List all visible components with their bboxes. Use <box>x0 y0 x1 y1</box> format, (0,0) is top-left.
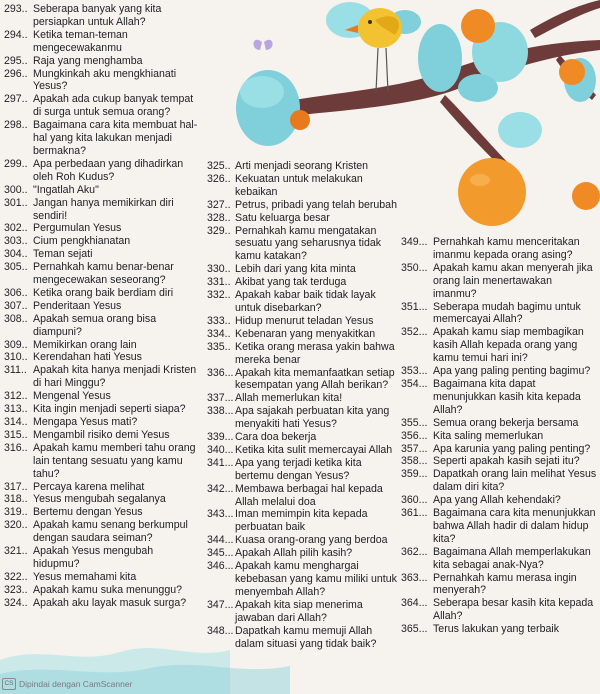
topic-item <box>207 508 397 534</box>
topic-number: 299.. <box>4 157 28 170</box>
topic-number: 301.. <box>4 196 28 209</box>
topic-title: Kita saling memerlukan <box>433 429 544 442</box>
topic-title: Bagaimana kita dapat menunjukkan kasih kita kepada Allah? <box>433 377 581 416</box>
topic-number: 332.. <box>207 289 231 302</box>
topic-item <box>207 315 397 328</box>
topic-title: Hidup menurut teladan Yesus <box>235 314 374 327</box>
topic-title: Seberapa mudah bagimu untuk memercayai Allah? <box>433 300 581 326</box>
topic-title: Yesus mengubah segalanya <box>33 493 166 506</box>
topic-item <box>401 468 597 494</box>
topic-item <box>4 197 200 223</box>
topic-number: 345... <box>207 547 234 560</box>
topic-item <box>401 378 597 417</box>
topic-number: 310.. <box>4 351 28 364</box>
topic-title: Petrus, pribadi yang telah berubah <box>235 198 397 211</box>
topic-item <box>4 55 200 68</box>
topic-title: Kita ingin menjadi seperti siapa? <box>33 403 186 416</box>
topic-number: 343... <box>207 508 234 521</box>
topic-item <box>207 276 397 289</box>
topic-number: 327.. <box>207 198 231 211</box>
topic-title: Cium pengkhianatan <box>33 235 131 248</box>
topic-number: 321.. <box>4 545 28 558</box>
topic-number: 295.. <box>4 54 28 67</box>
topic-title: Ketika orang merasa yakin bahwa mereka benar <box>235 340 395 366</box>
topic-item <box>401 301 597 327</box>
topic-number: 351... <box>401 300 428 313</box>
topic-number: 317.. <box>4 480 28 493</box>
topic-number: 336... <box>207 366 234 379</box>
topic-title: Apa perbedaan yang dihadirkan oleh Roh Kudus? <box>33 157 184 183</box>
topic-title: Pernahkah kamu merasa ingin menyerah? <box>433 571 577 597</box>
topic-title: Kuasa orang-orang yang berdoa <box>235 534 388 547</box>
topic-title: Ketika teman-teman mengecewakanmu <box>33 28 128 54</box>
topic-title: Kekuatan untuk melakukan kebaikan <box>235 172 363 198</box>
topic-item <box>4 3 200 29</box>
orange-highlight <box>470 174 490 186</box>
topic-item <box>207 199 397 212</box>
topic-title: Bagaimana cara kita menunjukkan bahwa Allah hadir di dalam hidup kita? <box>433 507 596 545</box>
topic-title: Kebenaran yang menyakitkan <box>235 327 376 340</box>
topic-title: Apa yang terjadi ketika kita bertemu dengan Yesus? <box>235 456 362 482</box>
topic-number: 358... <box>401 455 428 468</box>
topic-item <box>4 364 200 390</box>
topic-title: Apakah kamu senang berkumpul dengan saudara seiman? <box>33 519 188 545</box>
topic-item <box>207 534 397 547</box>
topic-item <box>207 431 397 444</box>
topic-number: 300.. <box>4 183 28 196</box>
topic-title: Pernahkah kamu menceritakan imanmu kepada orang asing? <box>433 236 580 261</box>
topic-number: 304.. <box>4 248 28 261</box>
topic-item <box>401 546 597 572</box>
topic-title: Membawa berbagai hal kepada Allah melalui doa <box>235 482 383 508</box>
topic-title: Teman sejati <box>33 248 93 261</box>
topic-title: Akibat yang tak terduga <box>235 276 347 289</box>
topic-item <box>401 494 597 507</box>
topic-item <box>4 119 200 158</box>
topic-number: 349... <box>401 236 428 248</box>
topic-item <box>4 261 200 287</box>
topic-title: Apakah kamu suka menunggu? <box>33 583 183 596</box>
topic-number: 320.. <box>4 519 28 532</box>
topic-number: 297.. <box>4 93 28 106</box>
topic-title: Apakah kamu siap membagikan kasih Allah kepada orang yang kamu temui hari ini? <box>433 326 584 365</box>
topic-item <box>207 405 397 431</box>
topic-number: 303.. <box>4 235 28 248</box>
topic-item <box>4 545 200 571</box>
topic-number: 329.. <box>207 224 231 237</box>
topic-item <box>207 173 397 199</box>
topic-item <box>207 599 397 625</box>
topic-title: Bagaimana cara kita membuat hal-hal yang kita lakukan menjadi bermakna? <box>33 119 198 157</box>
topic-item <box>207 483 397 509</box>
topic-item <box>207 225 397 264</box>
topic-title: Apakah Allah pilih kasih? <box>235 547 353 560</box>
topic-title: Apakah kamu akan menyerah jika orang lain menertawakan imanmu? <box>433 261 593 300</box>
topic-item <box>207 444 397 457</box>
topic-number: 357... <box>401 442 428 455</box>
topic-item <box>401 365 597 378</box>
topic-title: Mengenal Yesus <box>33 390 111 403</box>
topic-number: 338... <box>207 405 234 418</box>
topic-item <box>4 416 200 429</box>
topic-item <box>401 572 597 598</box>
topic-number: 307.. <box>4 299 28 312</box>
topic-title: Apakah kita memanfaatkan setiap kesempatan yang Allah berikan? <box>235 366 395 392</box>
topic-number: 322.. <box>4 570 28 583</box>
leaf <box>458 74 498 102</box>
topic-item <box>4 313 200 339</box>
topic-item <box>401 597 597 623</box>
topic-number: 335.. <box>207 340 231 353</box>
topic-column-1 <box>4 3 200 610</box>
topic-title: Kerendahan hati Yesus <box>33 351 142 364</box>
topic-item <box>207 328 397 341</box>
topic-item <box>4 93 200 119</box>
topic-column-2 <box>207 160 397 650</box>
topic-number: 364... <box>401 597 428 610</box>
topic-number: 328.. <box>207 211 231 224</box>
topic-item <box>207 625 397 651</box>
topic-number: 339... <box>207 431 234 444</box>
topic-item <box>207 457 397 483</box>
topic-item <box>4 222 200 235</box>
topic-title: Apakah semua orang bisa diampuni? <box>33 312 157 338</box>
topic-title: Bertemu dengan Yesus <box>33 506 143 519</box>
topic-number: 340... <box>207 443 234 456</box>
topic-number: 347... <box>207 598 234 611</box>
topic-number: 365... <box>401 623 428 636</box>
topic-title: Apa yang Allah kehendaki? <box>433 494 561 507</box>
topic-item <box>401 236 597 262</box>
topic-title: Penderitaan Yesus <box>33 299 122 312</box>
topic-title: Cara doa bekerja <box>235 431 317 444</box>
topic-item <box>401 443 597 456</box>
topic-title: Seberapa banyak yang kita persiapkan untuk Allah? <box>33 3 162 28</box>
topic-title: Memikirkan orang lain <box>33 338 137 351</box>
topic-item <box>207 367 397 393</box>
topic-title: Dapatkah orang lain melihat Yesus dalam diri kita? <box>433 468 597 494</box>
topic-item <box>4 571 200 584</box>
topic-number: 296.. <box>4 67 28 80</box>
topic-number: 331.. <box>207 276 231 289</box>
leaf <box>498 112 542 148</box>
topic-number: 319.. <box>4 506 28 519</box>
topic-number: 316.. <box>4 441 28 454</box>
orange-fruit <box>461 9 495 43</box>
topic-item <box>4 351 200 364</box>
scanner-text: Dipindai dengan CamScanner <box>19 679 133 689</box>
topic-number: 344... <box>207 534 234 547</box>
topic-number: 330.. <box>207 263 231 276</box>
topic-number: 298.. <box>4 119 28 132</box>
topic-number: 334.. <box>207 327 231 340</box>
topic-title: Seberapa besar kasih kita kepada Allah? <box>433 597 594 623</box>
topic-title: Apakah kabar baik tidak layak untuk disebarkan? <box>235 289 376 314</box>
topic-item <box>4 403 200 416</box>
topic-title: Iman memimpin kita kepada perbuatan baik <box>235 508 368 534</box>
topic-item <box>401 417 597 430</box>
topic-item <box>401 455 597 468</box>
topic-number: 354... <box>401 377 428 390</box>
topic-item <box>4 442 200 481</box>
topic-item <box>4 287 200 300</box>
orange-fruit <box>458 158 526 226</box>
topic-item <box>4 235 200 248</box>
topic-item <box>4 339 200 352</box>
topic-item <box>4 300 200 313</box>
topic-title: Ketika kita sulit memercayai Allah <box>235 443 393 456</box>
topic-number: 348... <box>207 624 234 637</box>
topic-title: Apakah kamu memberi tahu orang lain tentang sesuatu yang kamu tahu? <box>33 441 196 480</box>
topic-number: 302.. <box>4 222 28 235</box>
topic-title: Raja yang menghamba <box>33 54 143 67</box>
topic-item <box>4 506 200 519</box>
topic-title: Pernahkah kamu benar-benar mengecewakan seseorang? <box>33 261 174 287</box>
topic-item <box>207 289 397 315</box>
topic-number: 353... <box>401 365 428 378</box>
topic-item <box>401 507 597 546</box>
topic-item <box>4 584 200 597</box>
topic-title: Satu keluarga besar <box>235 211 330 224</box>
topic-number: 360... <box>401 494 428 507</box>
topic-item <box>401 262 597 301</box>
topic-number: 311.. <box>4 364 27 377</box>
topic-item <box>207 160 397 173</box>
topic-number: 294.. <box>4 28 28 41</box>
topic-number: 313.. <box>4 403 28 416</box>
topic-number: 356... <box>401 429 428 442</box>
topic-item <box>4 390 200 403</box>
topic-item <box>401 430 597 443</box>
topic-title: Yesus memahami kita <box>33 570 137 583</box>
orange-fruit <box>572 182 600 210</box>
butterfly-wing <box>264 40 273 50</box>
topic-title: Apakah kita siap menerima jawaban dari Allah? <box>235 598 363 624</box>
orange-fruit <box>290 110 310 130</box>
topic-number: 342... <box>207 482 234 495</box>
topic-number: 363... <box>401 571 428 584</box>
topic-number: 350... <box>401 261 428 274</box>
topic-number: 359... <box>401 468 428 481</box>
topic-item <box>207 212 397 225</box>
butterfly-wing <box>253 40 262 50</box>
topic-item <box>401 623 597 636</box>
topic-title: Mengapa Yesus mati? <box>33 416 138 428</box>
topic-title: "Ingatlah Aku" <box>33 183 99 196</box>
topic-title: Apa karunia yang paling penting? <box>433 442 591 455</box>
topic-item <box>4 158 200 184</box>
topic-number: 355... <box>401 416 428 429</box>
topic-item <box>4 68 200 94</box>
topic-title: Lebih dari yang kita minta <box>235 263 356 276</box>
bird-eye <box>368 20 372 24</box>
topic-number: 315.. <box>4 428 28 441</box>
topic-item <box>4 481 200 494</box>
topic-number: 306.. <box>4 286 28 299</box>
topic-title: Mungkinkah aku mengkhianati Yesus? <box>33 67 177 93</box>
bird-leg <box>376 48 378 92</box>
topic-title: Dapatkah kamu memuji Allah dalam situasi yang tidak baik? <box>235 624 377 650</box>
topic-title: Ketika orang baik berdiam diri <box>33 286 174 299</box>
topic-number: 293.. <box>4 3 28 15</box>
topic-item <box>4 248 200 261</box>
topic-number: 326.. <box>207 172 231 185</box>
topic-title: Bagaimana Allah memperlakukan kita sebagai anak-Nya? <box>433 545 591 571</box>
topic-item <box>4 429 200 442</box>
topic-title: Apakah kamu menghargai kebebasan yang kamu miliki untuk menyembah Allah? <box>235 560 397 598</box>
topic-title: Apa sajakah perbuatan kita yang menyakiti hati Yesus? <box>235 405 390 431</box>
topic-item <box>4 597 200 610</box>
topic-item <box>4 184 200 197</box>
topic-item <box>207 547 397 560</box>
topic-title: Apakah kita hanya menjadi Kristen di hari Minggu? <box>33 364 197 390</box>
topic-title: Percaya karena melihat <box>33 480 145 493</box>
topic-title: Terus lakukan yang terbaik <box>433 623 560 636</box>
topic-number: 333.. <box>207 314 231 327</box>
topic-number: 318.. <box>4 493 28 506</box>
leaf <box>240 76 284 108</box>
topic-number: 305.. <box>4 261 28 274</box>
topic-item <box>207 341 397 367</box>
orange-fruit <box>559 59 585 85</box>
topic-column-3 <box>401 236 597 636</box>
topic-number: 361... <box>401 507 428 520</box>
topic-title: Jangan hanya memikirkan diri sendiri! <box>33 196 174 222</box>
topic-number: 324.. <box>4 596 28 609</box>
topic-item <box>401 326 597 365</box>
topic-title: Apakah aku layak masuk surga? <box>33 596 187 609</box>
topic-item <box>4 519 200 545</box>
topic-item <box>4 493 200 506</box>
topic-title: Pergumulan Yesus <box>33 222 122 235</box>
topic-number: 325.. <box>207 160 231 172</box>
topic-number: 323.. <box>4 583 28 596</box>
topic-number: 312.. <box>4 390 28 403</box>
topic-number: 314.. <box>4 416 28 428</box>
topic-title: Apa yang paling penting bagimu? <box>433 365 591 378</box>
scanner-watermark <box>2 678 132 690</box>
topic-title: Allah memerlukan kita! <box>235 392 343 405</box>
topic-number: 337... <box>207 392 234 405</box>
topic-item <box>207 560 397 599</box>
topic-title: Apakah Yesus mengubah hidupmu? <box>33 545 154 570</box>
topic-item <box>207 263 397 276</box>
topic-number: 309.. <box>4 338 28 351</box>
topic-title: Mengambil risiko demi Yesus <box>33 428 170 441</box>
topic-title: Arti menjadi seorang Kristen <box>235 160 369 172</box>
butterfly <box>253 40 272 50</box>
topic-number: 341... <box>207 456 234 469</box>
topic-title: Seperti apakah kasih sejati itu? <box>433 455 580 468</box>
topic-number: 308.. <box>4 312 28 325</box>
topic-title: Semua orang bekerja bersama <box>433 416 579 429</box>
topic-number: 346... <box>207 560 234 573</box>
topic-title: Pernahkah kamu mengatakan sesuatu yang seharusnya tidak kamu katakan? <box>235 224 382 263</box>
topic-title: Apakah ada cukup banyak tempat di surga untuk semua orang? <box>33 93 194 119</box>
topic-number: 352... <box>401 326 428 339</box>
topic-item <box>4 29 200 55</box>
leaf <box>418 24 462 92</box>
camscanner-icon: CS <box>2 678 16 690</box>
topic-item <box>207 392 397 405</box>
topic-number: 362... <box>401 545 428 558</box>
bird-leg <box>386 48 388 92</box>
tree-branch-right <box>530 0 600 38</box>
